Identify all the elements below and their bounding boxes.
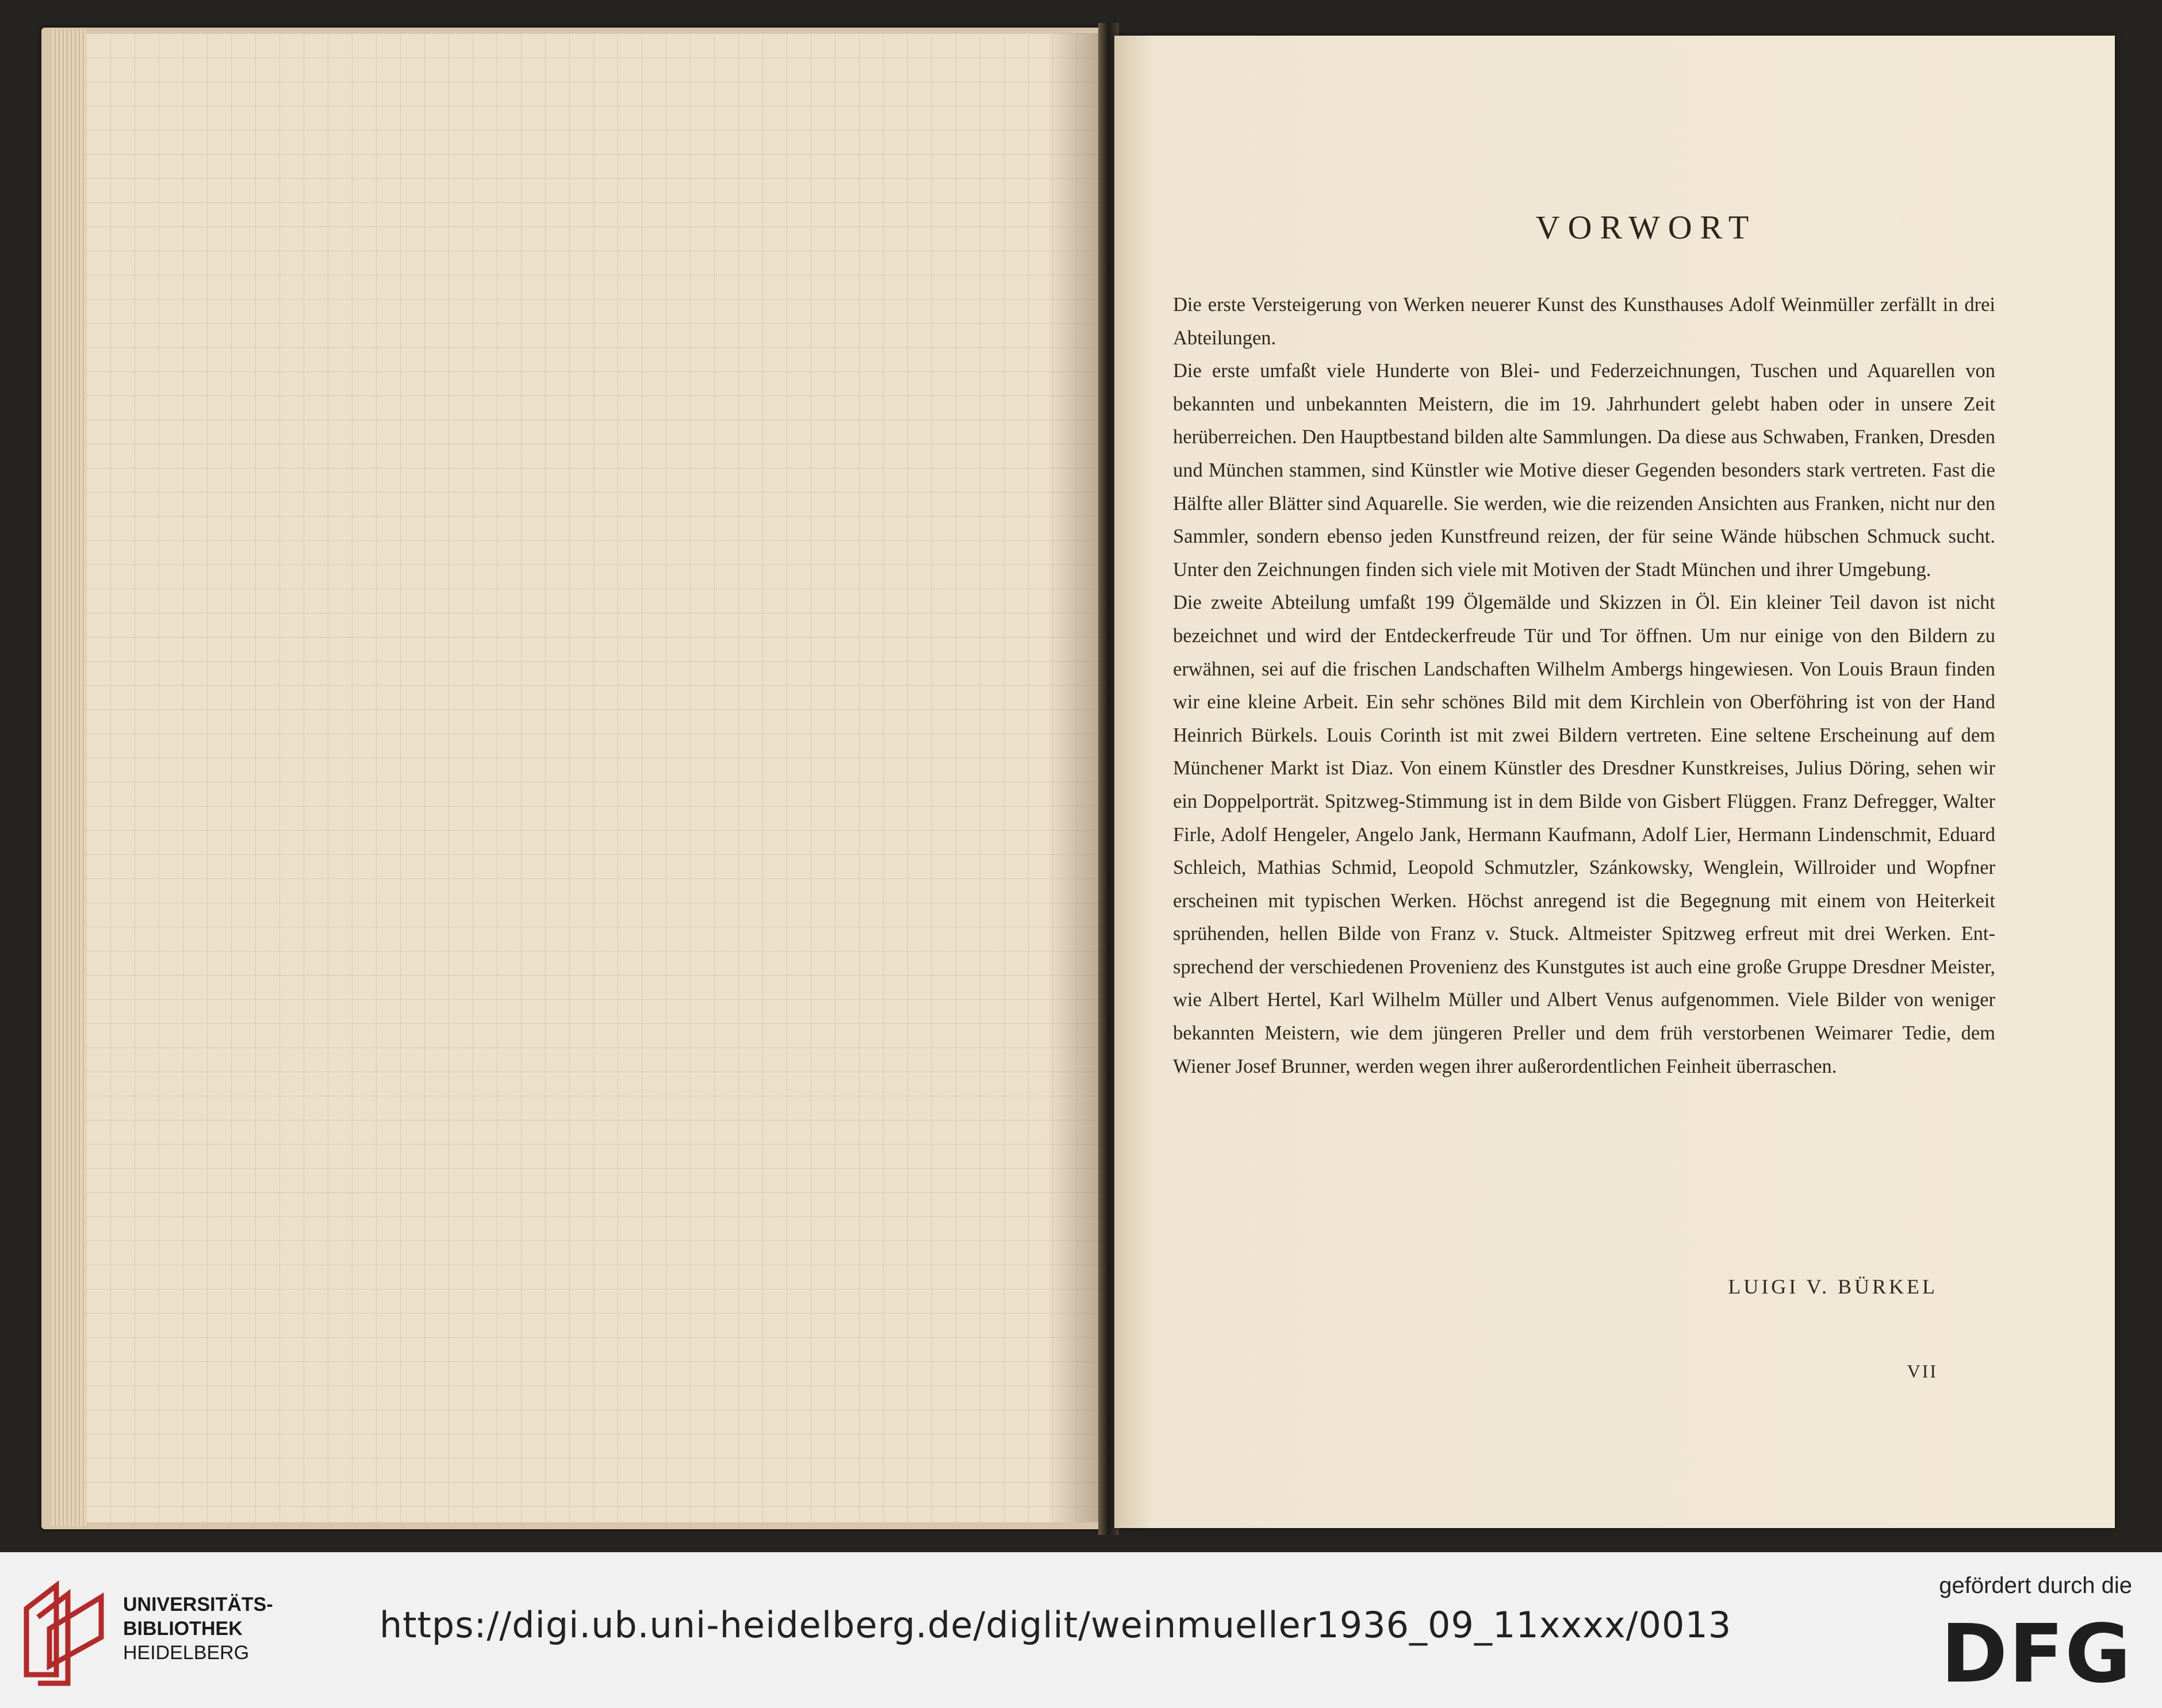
viewer-footer (0, 1552, 2162, 1708)
ub-heidelberg-logo-icon[interactable] (21, 1574, 107, 1689)
library-name-line-2: BIBLIOTHEK (123, 1618, 243, 1640)
library-name-line-3: HEIDELBERG (123, 1642, 250, 1664)
author-signature: LUIGI V. BÜRKEL (1728, 1275, 1938, 1298)
library-name-line-1: UNIVERSITÄTS- (123, 1594, 273, 1615)
paragraph-2: Die erste umfaßt viele Hunderte von Blei- und Federzeichnungen, Tuschen und Aquarellen von bekannten und unbekannten Meistern, die im 19. Jahrhundert gelebt haben oder in unsere Zeit herüberreichen. Den Hauptbestand bilden alte Sammlungen. Da diese aus Schwaben, Franken, Dresden und München stammen, sind Künstler wie Motive dieser Gegenden besonders stark vertreten. Fast die Hälfte aller Blätter sind Aquarelle. Sie werden, wie die reizenden Ansichten aus Franken, nicht nur den Sammler, sondern ebenso jeden Kunstfreund reizen, der für seine Wände hübschen Schmuck sucht. Unter den Zeichnungen finden sich viele mit Motiven der Stadt München und ihrer Umgebung. (1173, 360, 1995, 581)
page-number: VII (1907, 1361, 1938, 1381)
paragraph-3: Die zweite Abteilung umfaßt 199 Ölgemälde und Skizzen in Öl. Ein kleiner Teil davon ist nicht bezeichnet und wird der Entdeckerfreude Tür und Tor öffnen. Um nur einige von den Bildern zu erwähnen, sei auf die frischen Landschaften Wilhelm Ambergs hingewiesen. Von Louis Braun finden wir eine kleine Arbeit. Ein sehr schönes Bild mit dem Kirchlein von Oberföhring ist von der Hand Heinrich Bürkels. Louis Corinth ist mit zwei Bildern vertreten. Eine seltene Erscheinung auf dem Münchener Markt ist Diaz. Von einem Künstler des Dresdner Kunstkreises, Julius Döring, sehen wir ein Doppelporträt. Spitzweg-Stimmung ist in dem Bilde von Gisbert Flüggen. Franz Defregger, Walter Firle, Adolf Hengeler, Angelo Jank, Hermann Kaufmann, Adolf Lier, Hermann Lindenschmit, Eduard Schleich, Mathias Schmid, Leopold Schmutzler, Szánkowsky, Wenglein, Willroider und Wopfner erscheinen mit typischen Werken. Höchst anregend ist die Begegnung mit einem von Heiterkeit sprühenden, hellen Bilde von Franz v. Stuck. Altmeister Spitzweg erfreut mit drei Werken. Entsprechend der verschiedenen Provenienz des Kunstgutes ist auch eine große Gruppe Dresdner Meister, wie Albert Hertel, Karl Wilhelm Müller und Albert Venus aufgenommen. Viele Bilder von weniger bekannten Meistern, wie dem jüngeren Preller und dem früh verstorbenen Weimarer Tedie, dem Wiener Josef Brunner, werden wegen ihrer außerordentlichen Feinheit überraschen. (1173, 592, 1995, 1077)
permalink-url[interactable]: https://digi.ub.uni-heidelberg.de/diglit/weinmueller1936_09_11xxxx/0013 (379, 1604, 1732, 1646)
left-page-fore-edge (52, 30, 87, 1526)
left-page-grid-paper (86, 33, 1098, 1522)
dfg-logo[interactable]: DFG (1941, 1607, 2132, 1701)
paragraph-1: Die erste Versteigerung von Werken neuerer Kunst des Kunsthauses Adolf Weinmüller zerfällt in drei Abteilungen. (1173, 294, 1995, 349)
foreword-text (1173, 289, 1995, 1083)
page-title: VORWORT (1535, 209, 1757, 246)
funding-label: gefördert durch die (1939, 1573, 2132, 1598)
library-name[interactable] (123, 1592, 273, 1665)
right-page (1114, 36, 2115, 1528)
